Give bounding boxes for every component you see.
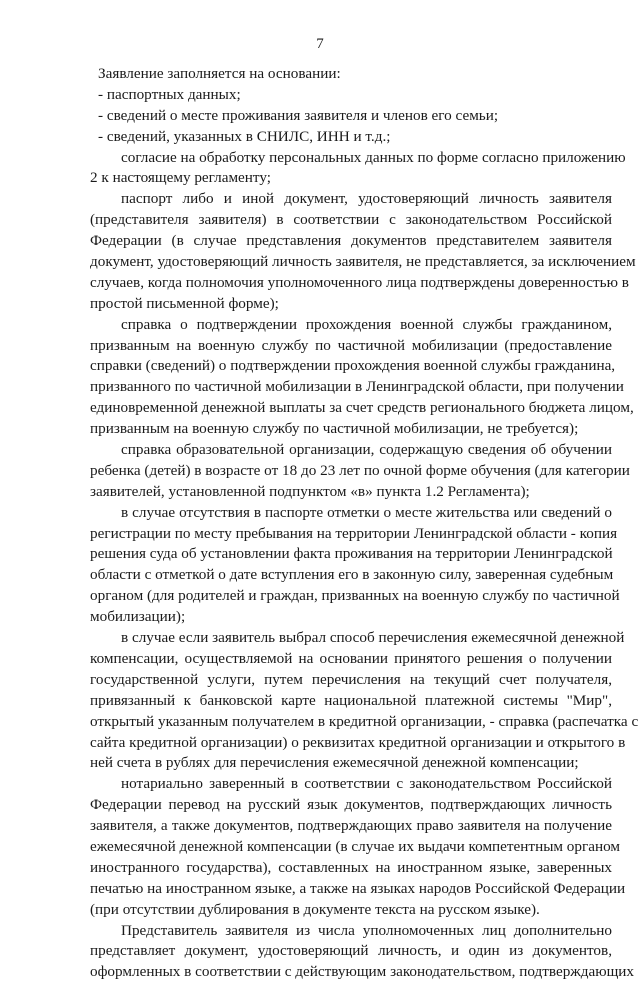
text-line: ребенка (детей) в возрасте от 18 до 23 лет по очной форме обучения (для категории xyxy=(90,461,630,479)
paragraph xyxy=(90,921,635,983)
text-line: представляет документ, удостоверяющий личность, и один из документов, xyxy=(90,942,612,960)
text-line: (представителя заявителя) в соответствии с законодательством Российской xyxy=(90,211,612,229)
text-line: призванным на военную службу по частичной мобилизации, не требуется); xyxy=(90,420,579,438)
text-line: заявителей, установленной подпунктом «в» пункта 1.2 Регламента); xyxy=(90,482,530,500)
text-line: единовременной денежной выплаты за счет средств регионального бюджета лицом, xyxy=(90,399,634,417)
text-line: призванного по частичной мобилизации в Ленинградской области, при получении xyxy=(90,378,624,396)
text-line: (при отсутствии дублирования в документе текста на русском языке). xyxy=(90,900,540,918)
text-line: ежемесячной денежной компенсации (в случае их выдачи компетентным органом xyxy=(90,837,621,855)
text-line: компенсации, осуществляемой на основании принятого решения о получении xyxy=(90,649,612,667)
paragraph xyxy=(90,503,620,628)
text-line: паспорт либо и иной документ, удостоверяющий личность заявителя xyxy=(121,190,612,208)
text-line: - сведений, указанных в СНИЛС, ИНН и т.д.; xyxy=(98,127,391,145)
text-line: заявителя, а также документов, подтверждающих право заявителя на получение xyxy=(90,817,612,835)
text-line: в случае отсутствия в паспорте отметки о месте жительства или сведений о xyxy=(121,503,612,521)
text-line: справки (сведений) о подтверждении прохождения военной службы гражданина, xyxy=(90,357,616,375)
text-line: случаев, когда полномочия уполномоченного лица подтверждены доверенностью в xyxy=(90,273,629,291)
text-line: открытый указанным получателем в кредитной организации, - справка (распечатка с xyxy=(90,712,639,730)
paragraph xyxy=(90,127,612,148)
paragraph xyxy=(90,315,634,440)
text-line: - паспортных данных; xyxy=(98,85,241,103)
text-line: простой письменной форме); xyxy=(90,294,279,312)
paragraph xyxy=(90,106,612,127)
text-line: Федерации перевод на русский язык документов, подтверждающих личность xyxy=(90,796,612,814)
text-line: призванным на военную службу по частичной мобилизации (предоставление xyxy=(90,336,612,354)
text-line: мобилизации); xyxy=(90,608,186,626)
paragraph xyxy=(90,628,639,774)
paragraph xyxy=(90,85,612,106)
text-line: Представитель заявителя из числа уполномоченных лиц дополнительно xyxy=(121,921,612,939)
paragraph xyxy=(90,440,630,503)
paragraph xyxy=(90,64,612,85)
text-line: согласие на обработку персональных данных по форме согласно приложению xyxy=(121,148,626,166)
text-line: области с отметкой о дате вступления его в законную силу, заверенная судебным xyxy=(90,566,614,584)
text-line: 2 к настоящему регламенту; xyxy=(90,169,271,187)
text-line: решения суда об установлении факта проживания на территории Ленинградской xyxy=(90,545,613,563)
text-line: нотариально заверенный в соответствии с законодательством Российской xyxy=(121,775,612,793)
text-line: печатью на иностранном языке, а также на языках народов Российской Федерации xyxy=(90,879,626,897)
text-line: Заявление заполняется на основании: xyxy=(98,65,341,82)
text-line: государственной услуги, путем перечисления на текущий счет получателя, xyxy=(90,670,612,688)
text-line: оформленных в соответствии с действующим законодательством, подтверждающих xyxy=(90,963,635,981)
paragraph xyxy=(90,189,636,314)
text-line: в случае если заявитель выбрал способ перечисления ежемесячной денежной xyxy=(121,629,625,647)
document-body xyxy=(90,64,639,983)
text-line: справка образовательной организации, содержащую сведения об обучении xyxy=(121,441,612,459)
text-line: привязанный к банковской карте национальной платежной системы "Мир", xyxy=(90,691,612,709)
paragraph xyxy=(90,148,626,190)
page-number: 7 xyxy=(316,36,324,52)
text-line: - сведений о месте проживания заявителя и членов его семьи; xyxy=(98,106,499,124)
text-line: справка о подтверждении прохождения военной службы гражданином, xyxy=(121,315,612,333)
text-line: Федерации (в случае представления документов представителем заявителя xyxy=(90,232,612,250)
text-line: регистрации по месту пребывания на территории Ленинградской области - копия xyxy=(90,524,618,542)
text-line: иностранного государства), составленных на иностранном языке, заверенных xyxy=(90,858,612,876)
text-line: документ, удостоверяющий личность заявителя, не представляется, за исключением xyxy=(90,253,636,271)
text-line: органом (для родителей и граждан, призванных на военную службу по частичной xyxy=(90,587,620,605)
text-line: ней счета в рублях для перечисления ежемесячной денежной компенсации; xyxy=(90,754,579,772)
paragraph xyxy=(90,774,626,920)
text-line: сайта кредитной организации) о реквизитах кредитной организации и открытого в xyxy=(90,733,626,751)
